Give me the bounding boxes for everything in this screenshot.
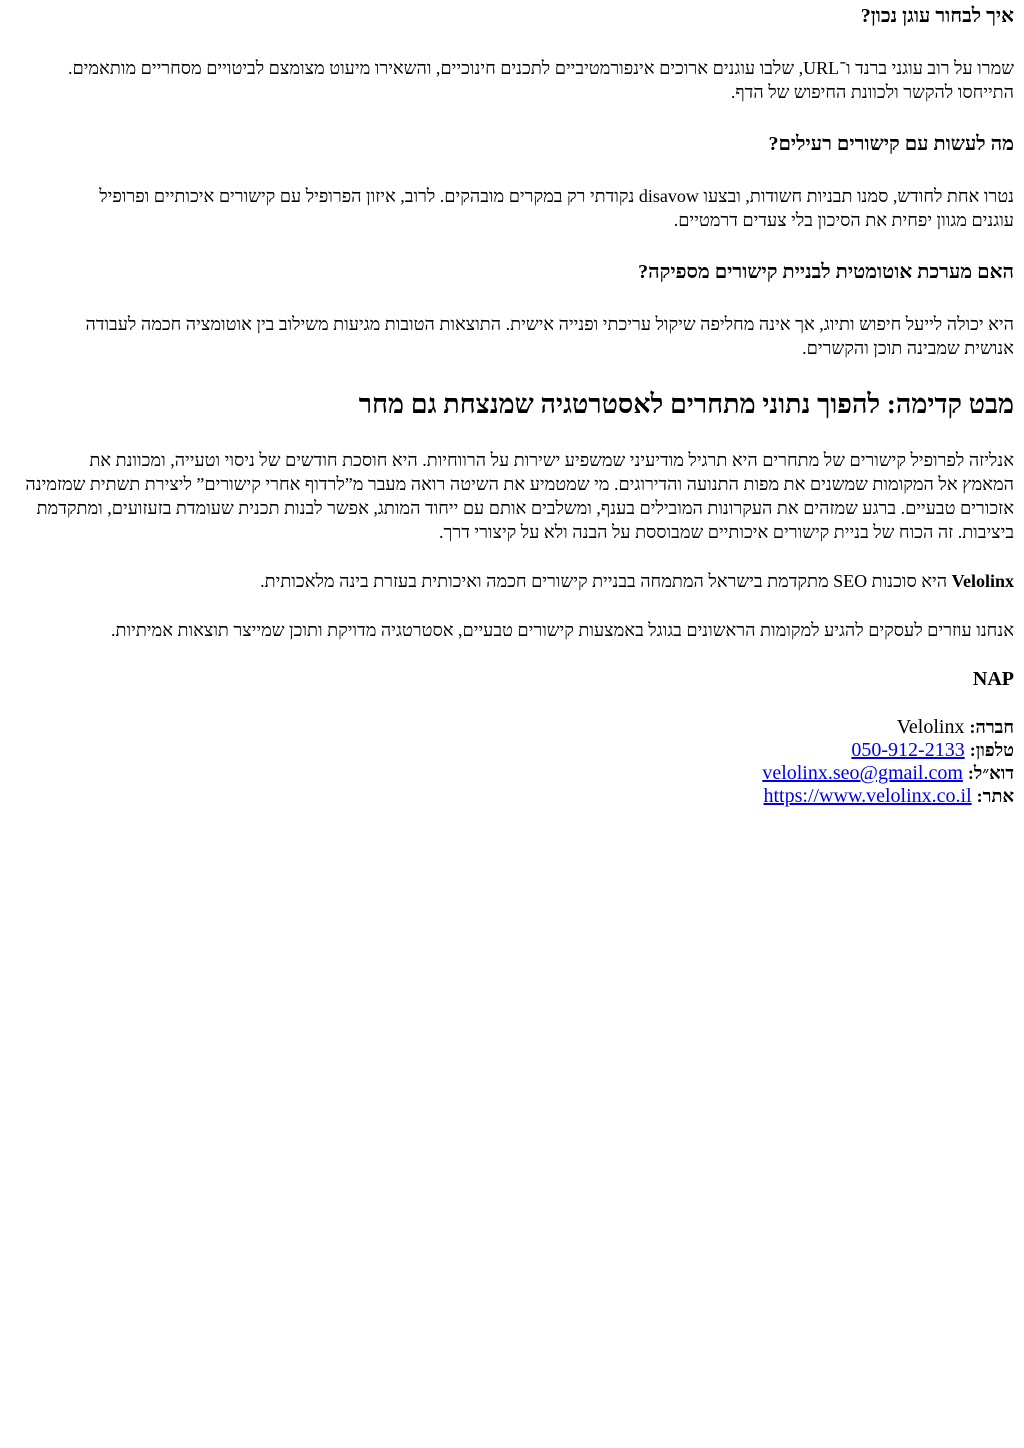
- nap-phone-link[interactable]: 050-912-2133: [851, 739, 965, 761]
- nap-email-row: [10, 762, 1014, 785]
- nap-phone-row: [10, 739, 1014, 762]
- faq-answer-anchor-line-1: שמרו על רוב עוגני ברנד ו־URL, שלבו עוגנים ארוכים אינפורמטיביים לתכנים חינוכיים, והשאירו מיעוט מצומצם לביטויים מסחריים מותאמים.: [67, 58, 1014, 78]
- faq-question-automation: האם מערכת אוטומטית לבניית קישורים מספיקה?: [638, 261, 1014, 283]
- nap-phone-label: טלפון:: [969, 740, 1014, 760]
- brand-sentence: היא סוכנות SEO מתקדמת בישראל המתמחה בבניית קישורים חכמה ואיכותית בעזרת בינה מלאכותית.: [260, 571, 952, 591]
- brand-name: Velolinx: [951, 571, 1014, 591]
- nap-email-link[interactable]: velolinx.seo@gmail.com: [762, 762, 963, 784]
- nap-site-row: [10, 785, 1014, 808]
- nap-company-value: Velolinx: [896, 716, 965, 738]
- faq-answer-automation-line-1: היא יכולה לייעל חיפוש ותיוג, אך אינה מחליפה שיקול עריכתי ופנייה אישית. התוצאות הטובות מגיעות משילוב בין אוטומציה חכמה לעבודה: [85, 314, 1014, 334]
- faq-answer-anchor-line-2: התייחסו להקשר ולכוונת החיפוש של הדף.: [730, 82, 1014, 102]
- faq-answer-toxic-line-1: נטרו אחת לחודש, סמנו תבניות חשודות, ובצעו disavow נקודתי רק במקרים מובהקים. לרוב, איזון הפרופיל עם קישורים איכותיים ופרופיל: [99, 186, 1014, 206]
- faq-question-toxic-links: מה לעשות עם קישורים רעילים?: [768, 133, 1014, 155]
- faq-answer-automation-line-2: אנושית שמבינה תוכן והקשרים.: [802, 338, 1014, 358]
- nap-site-link[interactable]: https://www.velolinx.co.il: [763, 785, 972, 807]
- section-body-line-1: אנליזה לפרופיל קישורים של מתחרים היא תרגיל מודיעיני שמשפיע ישירות על הרווחיות. היא חוסכת חודשים של ניסוי וטעייה, ומכוונת את: [89, 450, 1014, 470]
- section-heading: מבט קדימה: להפוך נתוני מתחרים לאסטרטגיה שמנצחת גם מחר: [358, 389, 1014, 419]
- nap-email-label: דוא״ל:: [967, 763, 1014, 783]
- section-body-line-3: אזכורים טבעיים. ברגע שמזהים את העקרונות המובילים בענף, ומשלבים אותם עם ייחוד המותג, אפשר לבנות תכנית שעומדת בזעזועים, ומתקדמת: [36, 498, 1014, 518]
- nap-company-row: [10, 716, 1014, 739]
- faq-question-anchor: איך לבחור עוגן נכון?: [860, 5, 1014, 27]
- nap-heading: NAP: [972, 668, 1014, 690]
- section-body-line-4: ביציבות. זה הכוח של בניית קישורים איכותיים שמבוססת על הבנה ולא על קיצורי דרך.: [439, 522, 1014, 542]
- faq-answer-toxic-line-2: עוגנים מגוון יפחית את הסיכון בלי צעדים דרמטיים.: [673, 210, 1014, 230]
- nap-block: [10, 716, 1014, 808]
- nap-site-label: אתר:: [976, 786, 1014, 806]
- section-body-line-2: המאמץ אל המקומות שמשנים את מפות התנועה והדירוגים. מי שמטמיע את השיטה רואה מעבר מ”לרדוף אחרי קישורים” ליצירת תשתית שמזמינה: [25, 474, 1014, 494]
- brand-paragraph: [10, 569, 1014, 593]
- help-paragraph: אנחנו עוזרים לעסקים להגיע למקומות הראשונים בגוגל באמצעות קישורים טבעיים, אסטרטגיה מדויקת ותוכן שמייצר תוצאות אמיתיות.: [111, 620, 1014, 640]
- nap-company-label: חברה:: [969, 717, 1014, 737]
